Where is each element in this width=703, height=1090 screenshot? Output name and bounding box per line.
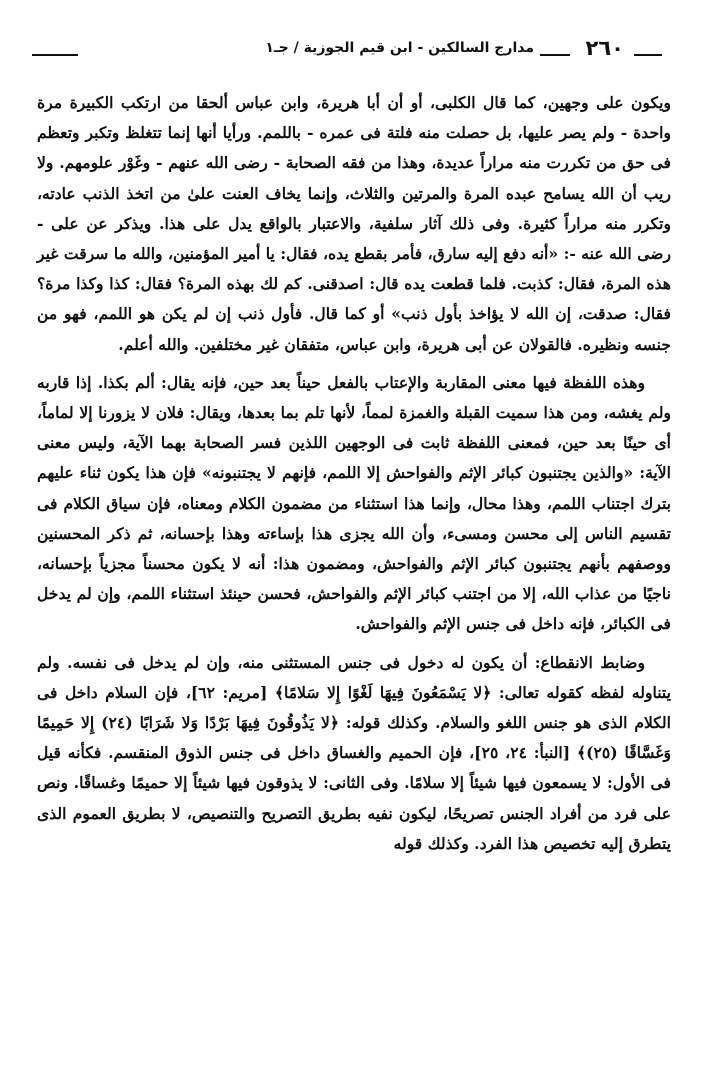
paragraph-1: [37, 88, 671, 360]
page-number: ٢٦٠: [585, 36, 624, 60]
page-header: [32, 34, 662, 68]
body-text: [37, 88, 671, 867]
running-title: مدارج السالكين - ابن قيم الجوزية / جـ١: [265, 40, 534, 56]
header-rule-middle: [540, 54, 570, 56]
paragraph-3: [37, 648, 671, 859]
paragraph-text: وضابط الانقطاع: أن يكون له دخول فى جنس المستثنى منه، وإن لم يدخل فى نفسه. ولم يتناوله لفظه كقوله تعالى: ﴿لا يَسْمَعُونَ فِيهَا لَغْوًا إِلا سَلامًا﴾ [مريم: ٦٢]، فإن السلام داخل فى الكلام الذى هو جنس اللغو والسلام. وكذلك قوله: ﴿لا يَذُوقُونَ فِيهَا بَرْدًا وَلا شَرَابًا (٢٤) إِلا حَمِيمًا وَغَسَّاقًا (٢٥)﴾ [النبأ: ٢٤، ٢٥]، فإن الحميم والغساق داخل فى جنس الذوق المنقسم. فكأنه قيل فى الأول: لا يسمعون فيها شيئاً إلا سلامًا. وفى الثانى: لا يذوقون فيها شيئاً إلا حميمًا وغساقًا. ونص على فرد من أفراد الجنس تصريحًا، ليكون نفيه بطريق التصريح والتنصيص، لا بطريق العموم الذى يتطرق إليه تخصيص هذا الفرد. وكذلك قوله: [37, 652, 671, 853]
paragraph-text: وهذه اللفظة فيها معنى المقاربة والإعتاب بالفعل حيناً بعد حين، فإنه يقال: ألم بكذا. إذا قاربه ولم يغشه، ومن هذا سميت القبلة والغمزة لمماً، لأنها تلم بما بعدها، ويقال: فلان لا يزورنا إلا لماماً، أى حينًا بعد حين، فمعنى اللفظة ثابت فى الوجهين اللذين فسر الصحابة بهما الآية، وليس معنى الآية: «والذين يجتنبون كبائر الإثم والفواحش إلا اللمم، فإنهم لا يجتنبونه» فإن هذا يكون ثناء عليهم بترك اجتناب اللمم، وهذا محال، وإنما هذا استثناء من مضمون الكلام ومعناه، فإن سياق الكلام فى تقسيم الناس إلى محسن ومسىء، وأن الله يجزى هذا بإساءته وهذا بإحسانه، ثم ذكر المحسنين ووصفهم بأنهم يجتنبون كبائر الإثم والفواحش، ومضمون هذا: أنه لا يكون محسناً مجزياً بإحسانه، ناجيًا من عذاب الله، إلا من اجتنب كبائر الإثم والفواحش، فحسن حينئذ استثناء اللمم، وإن لم يدخل فى الكبائر، فإنه داخل فى جنس الإثم والفواحش.: [37, 372, 671, 634]
header-rule-right: [634, 54, 662, 56]
header-rule-left: [32, 54, 78, 56]
paragraph-text: ويكون على وجهين، كما قال الكلبى، أو أن أبا هريرة، وابن عباس ألحقا من ارتكب الكبيرة مرة واحدة - ولم يصر عليها، بل حصلت منه فلتة فى عمره - باللمم. ورأيا أنها إنما تتغلظ وتكبر وتعظم فى حق من تكررت منه مراراً عديدة، وهذا من فقه الصحابة - رضى الله عنهم - وغَوْر علومهم. ولا ريب أن الله يسامح عبده المرة والمرتين والثلاث، وإنما يخاف العنت علىٰ من اتخذ الذنب عادته، وتكرر منه مراراً كثيرة. وفى ذلك آثار سلفية، والاعتبار بالواقع يدل على هذا. ويذكر عن على - رضى الله عنه -: «أنه دفع إليه سارق، فأمر بقطع يده، فقال: يا أمير المؤمنين، والله ما سرقت غير هذه المرة، فقال: كذبت. فلما قطعت يده قال: اصدقنى. كم لك بهذه المرة؟ فقال: كذا وكذا مرة؟ فقال: صدقت، إن الله لا يؤاخذ بأول ذنب» أو كما قال. فأول ذنب إن لم يكن هو اللمم، فهو من جنسه ونظيره. فالقولان عن أبى هريرة، وابن عباس، متفقان غير مختلفين. والله أعلم.: [37, 93, 671, 354]
paragraph-2: [37, 368, 671, 640]
